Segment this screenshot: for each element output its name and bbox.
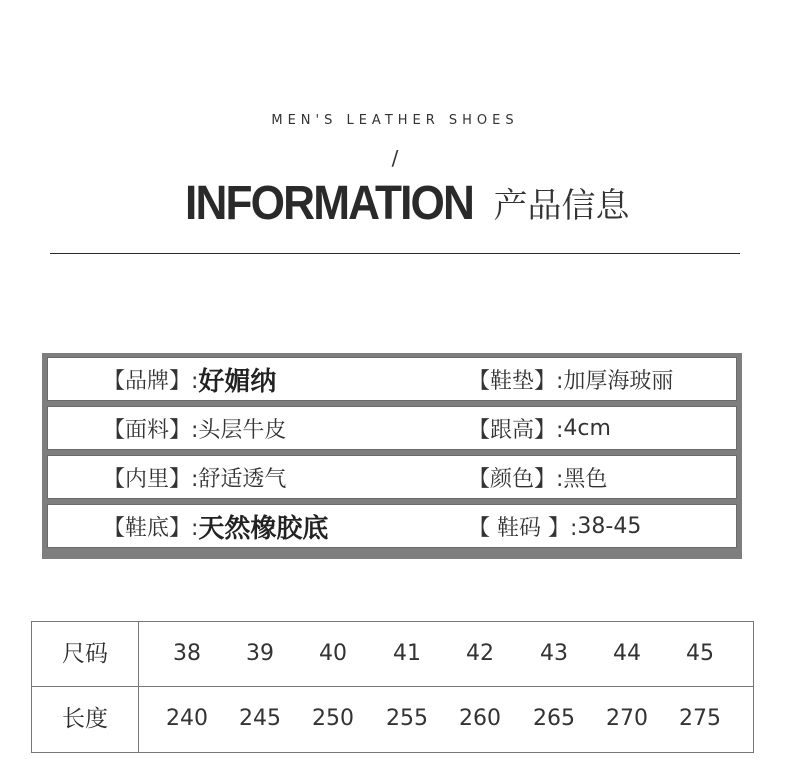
info-label-color: 【颜色】: [468, 466, 564, 492]
product-info-box [42, 353, 742, 559]
info-row-sole [47, 504, 737, 548]
info-label-sole: 【鞋底】: [103, 515, 199, 541]
info-row-lining [47, 455, 737, 499]
info-value-heel: 4cm [563, 415, 611, 441]
info-value-lining: 舒适透气 [198, 466, 287, 492]
size-cell: 43 [540, 641, 568, 666]
info-label-lining: 【内里】: [103, 466, 199, 492]
info-label-insole: 【鞋垫】: [468, 368, 564, 394]
section-title [0, 176, 790, 232]
size-cell: 44 [613, 641, 641, 666]
section-subtitle: MEN'S LEATHER SHOES [271, 113, 519, 128]
info-value-insole: 加厚海玻丽 [563, 368, 674, 394]
info-cell-sole [103, 505, 328, 547]
length-cell: 250 [312, 706, 354, 731]
info-value-brand: 好媚纳 [198, 366, 277, 397]
info-row-material [47, 406, 737, 450]
title-chinese: 产品信息 [493, 186, 630, 226]
table-row-sizes [32, 622, 753, 686]
size-cell: 45 [686, 641, 714, 666]
size-cell: 42 [466, 641, 494, 666]
length-cell: 265 [533, 706, 575, 731]
length-cell: 245 [239, 706, 281, 731]
info-label-size-range: 【 鞋码 】: [468, 515, 578, 541]
size-cell: 39 [246, 641, 274, 666]
info-label-material: 【面料】: [103, 417, 199, 443]
length-cell: 260 [459, 706, 501, 731]
length-cell: 270 [606, 706, 648, 731]
length-cell: 275 [679, 706, 721, 731]
size-cell: 40 [319, 641, 347, 666]
info-cell-color [468, 456, 607, 498]
size-chart-table [31, 621, 754, 753]
size-row-header: 尺码 [62, 641, 108, 667]
info-value-material: 头层牛皮 [198, 417, 287, 443]
info-value-size-range: 38-45 [577, 513, 642, 539]
length-cell: 255 [386, 706, 428, 731]
info-cell-size-range [468, 505, 641, 547]
length-cell: 240 [166, 706, 208, 731]
info-row-brand [47, 357, 737, 401]
table-row-lengths [32, 687, 753, 751]
info-cell-lining [103, 456, 286, 498]
slash-divider: / [391, 146, 399, 170]
info-cell-material [103, 407, 286, 449]
title-english: INFORMATION [185, 177, 474, 230]
size-cell: 41 [393, 641, 421, 666]
info-cell-brand [103, 358, 276, 400]
info-value-sole: 天然橡胶底 [198, 513, 329, 544]
size-cell: 38 [173, 641, 201, 666]
horizontal-rule [50, 253, 740, 254]
info-label-heel: 【跟高】: [468, 417, 564, 443]
length-row-header: 长度 [62, 706, 108, 732]
info-cell-heel [468, 407, 611, 449]
info-label-brand: 【品牌】: [103, 368, 199, 394]
info-cell-insole [468, 358, 673, 400]
info-value-color: 黑色 [563, 466, 608, 492]
